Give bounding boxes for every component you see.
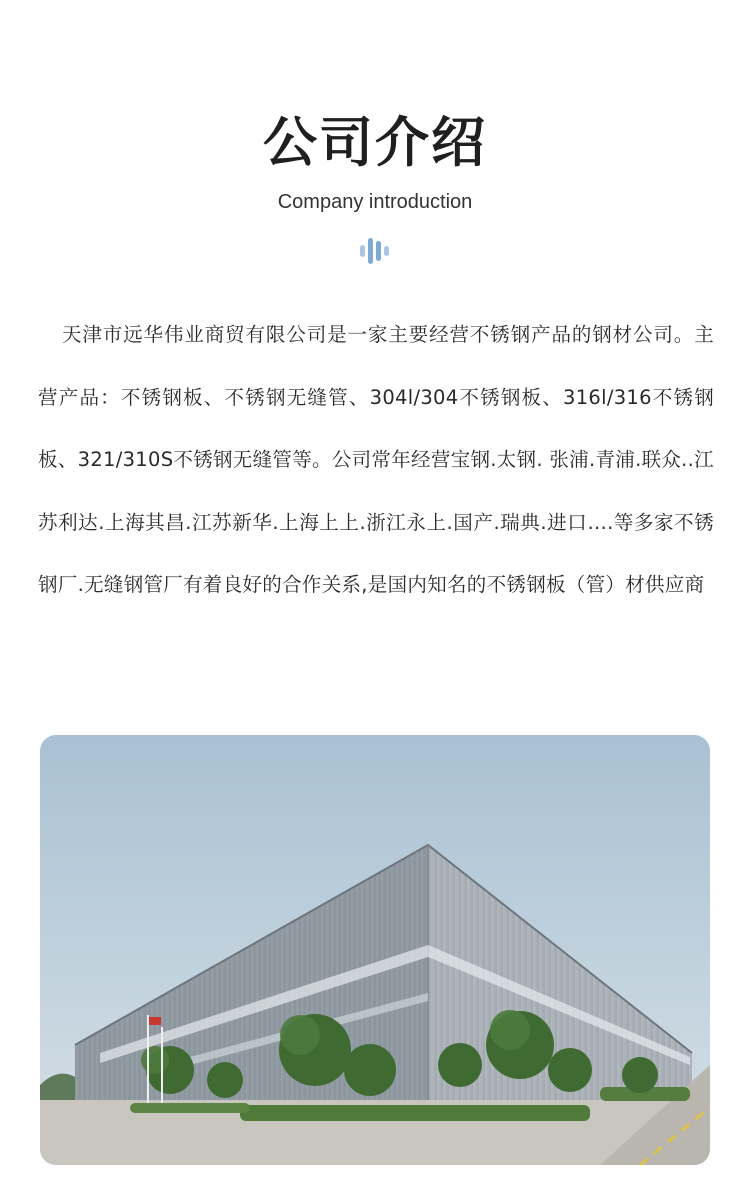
equalizer-bars-icon — [359, 236, 391, 266]
page-title: 公司介绍 — [263, 111, 487, 174]
factory-photo — [40, 735, 710, 1165]
company-intro-text: 天津市远华伟业商贸有限公司是一家主要经营不锈钢产品的钢材公司。主营产品：不锈钢板、不锈钢无缝管、304l/304不锈钢板、316l/316不锈钢板、321/310S不锈钢无缝管等。公司常年经营宝钢.太钢. 张浦.青浦.联众..江苏利达.上海其昌.江苏新华.上海上上.浙江永上.国产.瑞典.进口….等多家不锈钢厂.无缝钢管厂有着良好的合作关系,是国内知名的不锈钢板（管）材供应商 — [38, 323, 714, 596]
page-subtitle: Company introduction — [277, 191, 473, 213]
